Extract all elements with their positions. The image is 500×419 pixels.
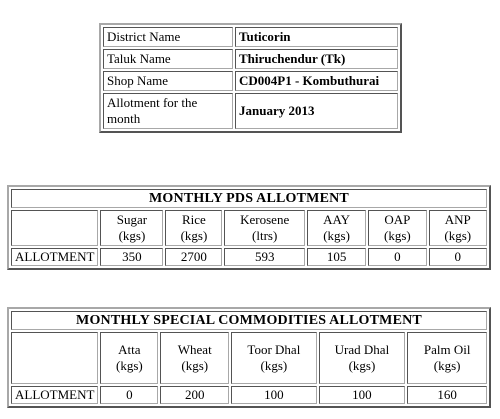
special-table-title: MONTHLY SPECIAL COMMODITIES ALLOTMENT <box>11 311 487 330</box>
taluk-name-label: Taluk Name <box>103 49 233 69</box>
special-allotment-row <box>11 386 487 404</box>
pds-empty-header-cell <box>11 210 98 246</box>
pds-header-oap: OAP (kgs) <box>368 210 426 246</box>
pds-header-anp: ANP (kgs) <box>429 210 487 246</box>
special-value-wheat: 200 <box>160 386 229 404</box>
special-header-atta: Atta (kgs) <box>100 332 158 384</box>
pds-header-rice: Rice (kgs) <box>165 210 222 246</box>
allotment-month-value: January 2013 <box>235 93 398 129</box>
shop-name-value: CD004P1 - Kombuthurai <box>235 71 398 91</box>
pds-header-row <box>11 210 487 246</box>
info-row <box>103 27 398 47</box>
monthly-pds-allotment-table <box>7 185 491 270</box>
special-header-urad-dhal: Urad Dhal (kgs) <box>319 332 406 384</box>
pds-row-label: ALLOTMENT <box>11 248 98 266</box>
pds-value-aay: 105 <box>307 248 366 266</box>
pds-table-title: MONTHLY PDS ALLOTMENT <box>11 189 487 208</box>
special-value-palm-oil: 160 <box>407 386 487 404</box>
special-value-urad-dhal: 100 <box>319 386 406 404</box>
special-header-palm-oil: Palm Oil (kgs) <box>407 332 487 384</box>
pds-allotment-row <box>11 248 487 266</box>
monthly-special-commodities-table <box>7 307 491 408</box>
info-row <box>103 49 398 69</box>
special-header-toor-dhal: Toor Dhal (kgs) <box>231 332 316 384</box>
info-row <box>103 71 398 91</box>
special-empty-header-cell <box>11 332 98 384</box>
district-name-label: District Name <box>103 27 233 47</box>
special-row-label: ALLOTMENT <box>11 386 98 404</box>
special-header-row <box>11 332 487 384</box>
pds-value-rice: 2700 <box>165 248 222 266</box>
shop-info-table <box>99 23 402 133</box>
pds-value-oap: 0 <box>368 248 426 266</box>
taluk-name-value: Thiruchendur (Tk) <box>235 49 398 69</box>
shop-name-label: Shop Name <box>103 71 233 91</box>
pds-value-anp: 0 <box>429 248 487 266</box>
pds-value-sugar: 350 <box>100 248 163 266</box>
special-header-wheat: Wheat (kgs) <box>160 332 229 384</box>
pds-value-kerosene: 593 <box>224 248 305 266</box>
pds-header-aay: AAY (kgs) <box>307 210 366 246</box>
info-row <box>103 93 398 129</box>
special-value-atta: 0 <box>100 386 158 404</box>
allotment-month-label: Allotment for the month <box>103 93 233 129</box>
pds-header-kerosene: Kerosene (ltrs) <box>224 210 305 246</box>
pds-header-sugar: Sugar (kgs) <box>100 210 163 246</box>
district-name-value: Tuticorin <box>235 27 398 47</box>
special-value-toor-dhal: 100 <box>231 386 316 404</box>
